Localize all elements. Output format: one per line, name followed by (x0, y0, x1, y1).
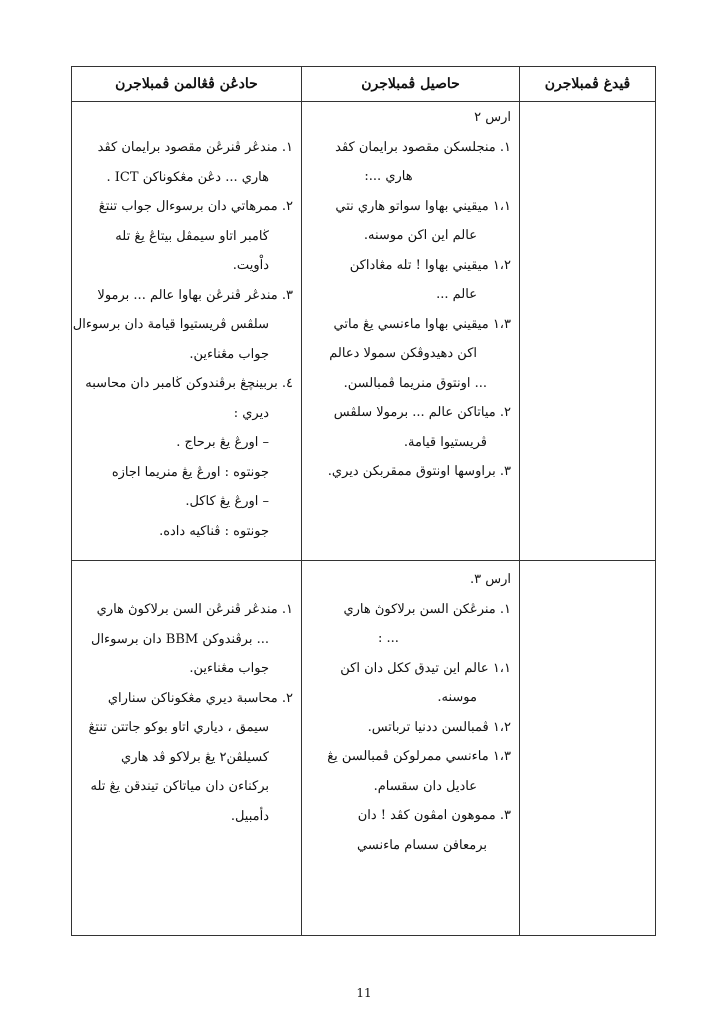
experience-item: ٣. مندڠر ڤنرڠن بهاوا عالم ... برمولا (97, 287, 293, 303)
outcome-item: ٣. براوسها اونتوق ممقربکن ديري. (327, 464, 511, 479)
outcome-subitem: ١،٣ ماءنسي ممرلوکن ڤمبالسن يڠ (327, 749, 511, 764)
outcome-item-cont: برمعافن سسام ماءنسي (357, 837, 487, 853)
experience-example: جونتوه : اورڠ يڠ منريما اجازه (111, 464, 269, 480)
experience-item-cont: ... برڤندوکن BBM دان برسوءال (91, 631, 269, 647)
experience-item-cont: برکناءن دان مياتاکن تيندقن يڠ تله (90, 779, 269, 794)
outcome-item: ١. منجلسکن مقصود برايمان کڤد (335, 139, 511, 155)
experience-item: ١. مندڠر ڤنرڠن السن برلاکوڽ هاري (96, 602, 293, 617)
outcome-level-heading: ارس ٣. (469, 572, 511, 587)
column-divider-left (301, 67, 302, 935)
outcome-subitem: ١،٣ ميقيني بهاوا ماءنسي يڠ ماتي (333, 316, 511, 332)
outcome-subitem: ١،٢ ڤمبالسن ددنيا ترباتس. (367, 719, 511, 735)
header-divider (72, 101, 655, 102)
section1-experiences (72, 133, 293, 546)
outcome-level-heading: ارس ٢ (474, 110, 511, 125)
experience-item-cont: داْويت. (232, 258, 269, 273)
outcome-subitem-cont: ... اونتوق منريما ڤمبالسن. (343, 375, 487, 391)
outcome-subitem: ١،١ عالم اين تيدق ککل دان اکن (340, 660, 511, 676)
outcome-subitem-cont: اکن دهيدوڤکن سمولا دعالم (329, 346, 477, 361)
outcome-item-cont: ... : (378, 631, 399, 646)
header-learning-experience: حادڠن ڤڠالمن ڤمبلاجرن (115, 76, 258, 92)
header-teaching-aids: ڤيدغ ڤمبلاجرن (544, 76, 631, 92)
experience-item-cont: هاري ... دڠن مڠکوناکن ICT . (106, 169, 269, 185)
outcome-item: ١. منرڠکن السن برلاکوڽ هاري (343, 601, 511, 617)
experience-item-cont: جواب مڠناءين. (189, 346, 269, 362)
outcome-item: ٣. مموهون امڤون کڤد ! دان (357, 808, 511, 823)
experience-item: ٢. ممرهاتي دان برسوءال جواب تنتڠ (98, 199, 293, 214)
outcome-item: ٢. مياتاکن عالم ... برمولا سلڤس (333, 405, 511, 420)
section1-outcomes (306, 103, 511, 487)
column-divider-right (519, 67, 520, 935)
page-number: 11 (356, 986, 372, 1000)
experience-item-cont: جواب مڠناءين. (189, 661, 269, 676)
experience-item: ٢. محاسبة ديري مڠکوناکن سناراي (107, 690, 293, 706)
experience-item-cont: سلڤس ڤريستيوا قيامة دان برسوءال (72, 317, 269, 332)
outcome-subitem-cont: عاديل دان سقسام. (373, 778, 477, 794)
outcome-subitem-cont: موسنه. (437, 690, 477, 705)
experience-item-cont: دأمبيل. (230, 808, 269, 824)
outcome-subitem-cont: عالم ... (436, 287, 477, 302)
experience-example: جونتوه : ڤناکيه داده. (159, 523, 269, 539)
experience-item-cont: ڬامبر اتاو سيمڤل بيتاڠ يڠ تله (115, 228, 269, 244)
experience-item: ١. مندڠر ڤنرڠن مقصود برايمان کڤد (97, 140, 293, 155)
experience-item-cont: ديري : (233, 405, 269, 421)
section2-experiences (76, 595, 293, 831)
experience-item-cont: کسيلڤن٢ يڠ برلاکو ڤد هاري (121, 749, 269, 765)
outcome-subitem: ١،١ ميقيني بهاوا سواتو هاري نتي (335, 198, 511, 214)
header-learning-outcomes: حاصيل ڤمبلاجرن (361, 76, 460, 92)
outcome-item: هاري ...: (364, 169, 413, 184)
row-divider (72, 560, 655, 561)
outcome-item-cont: ڤريستيوا قيامة. (403, 434, 487, 450)
outcome-subitem: ١،٢ ميقيني بهاوا ! تله مڠاداکن (349, 257, 511, 273)
experience-bullet: – اورڠ يڠ کاکل. (185, 494, 269, 509)
section2-outcomes (306, 565, 511, 860)
outcome-subitem-cont: عالم اين اکن موسنه. (363, 228, 477, 243)
experience-bullet: – اورڠ يڠ برحاج . (176, 435, 269, 450)
experience-item: ٤. بربينچڠ برڤندوکن ڬامبر دان محاسبه (85, 376, 293, 391)
lesson-plan-table (71, 66, 656, 936)
experience-item-cont: سيمق ، دياري اتاو بوکو جاتتن تنتڠ (88, 720, 269, 735)
